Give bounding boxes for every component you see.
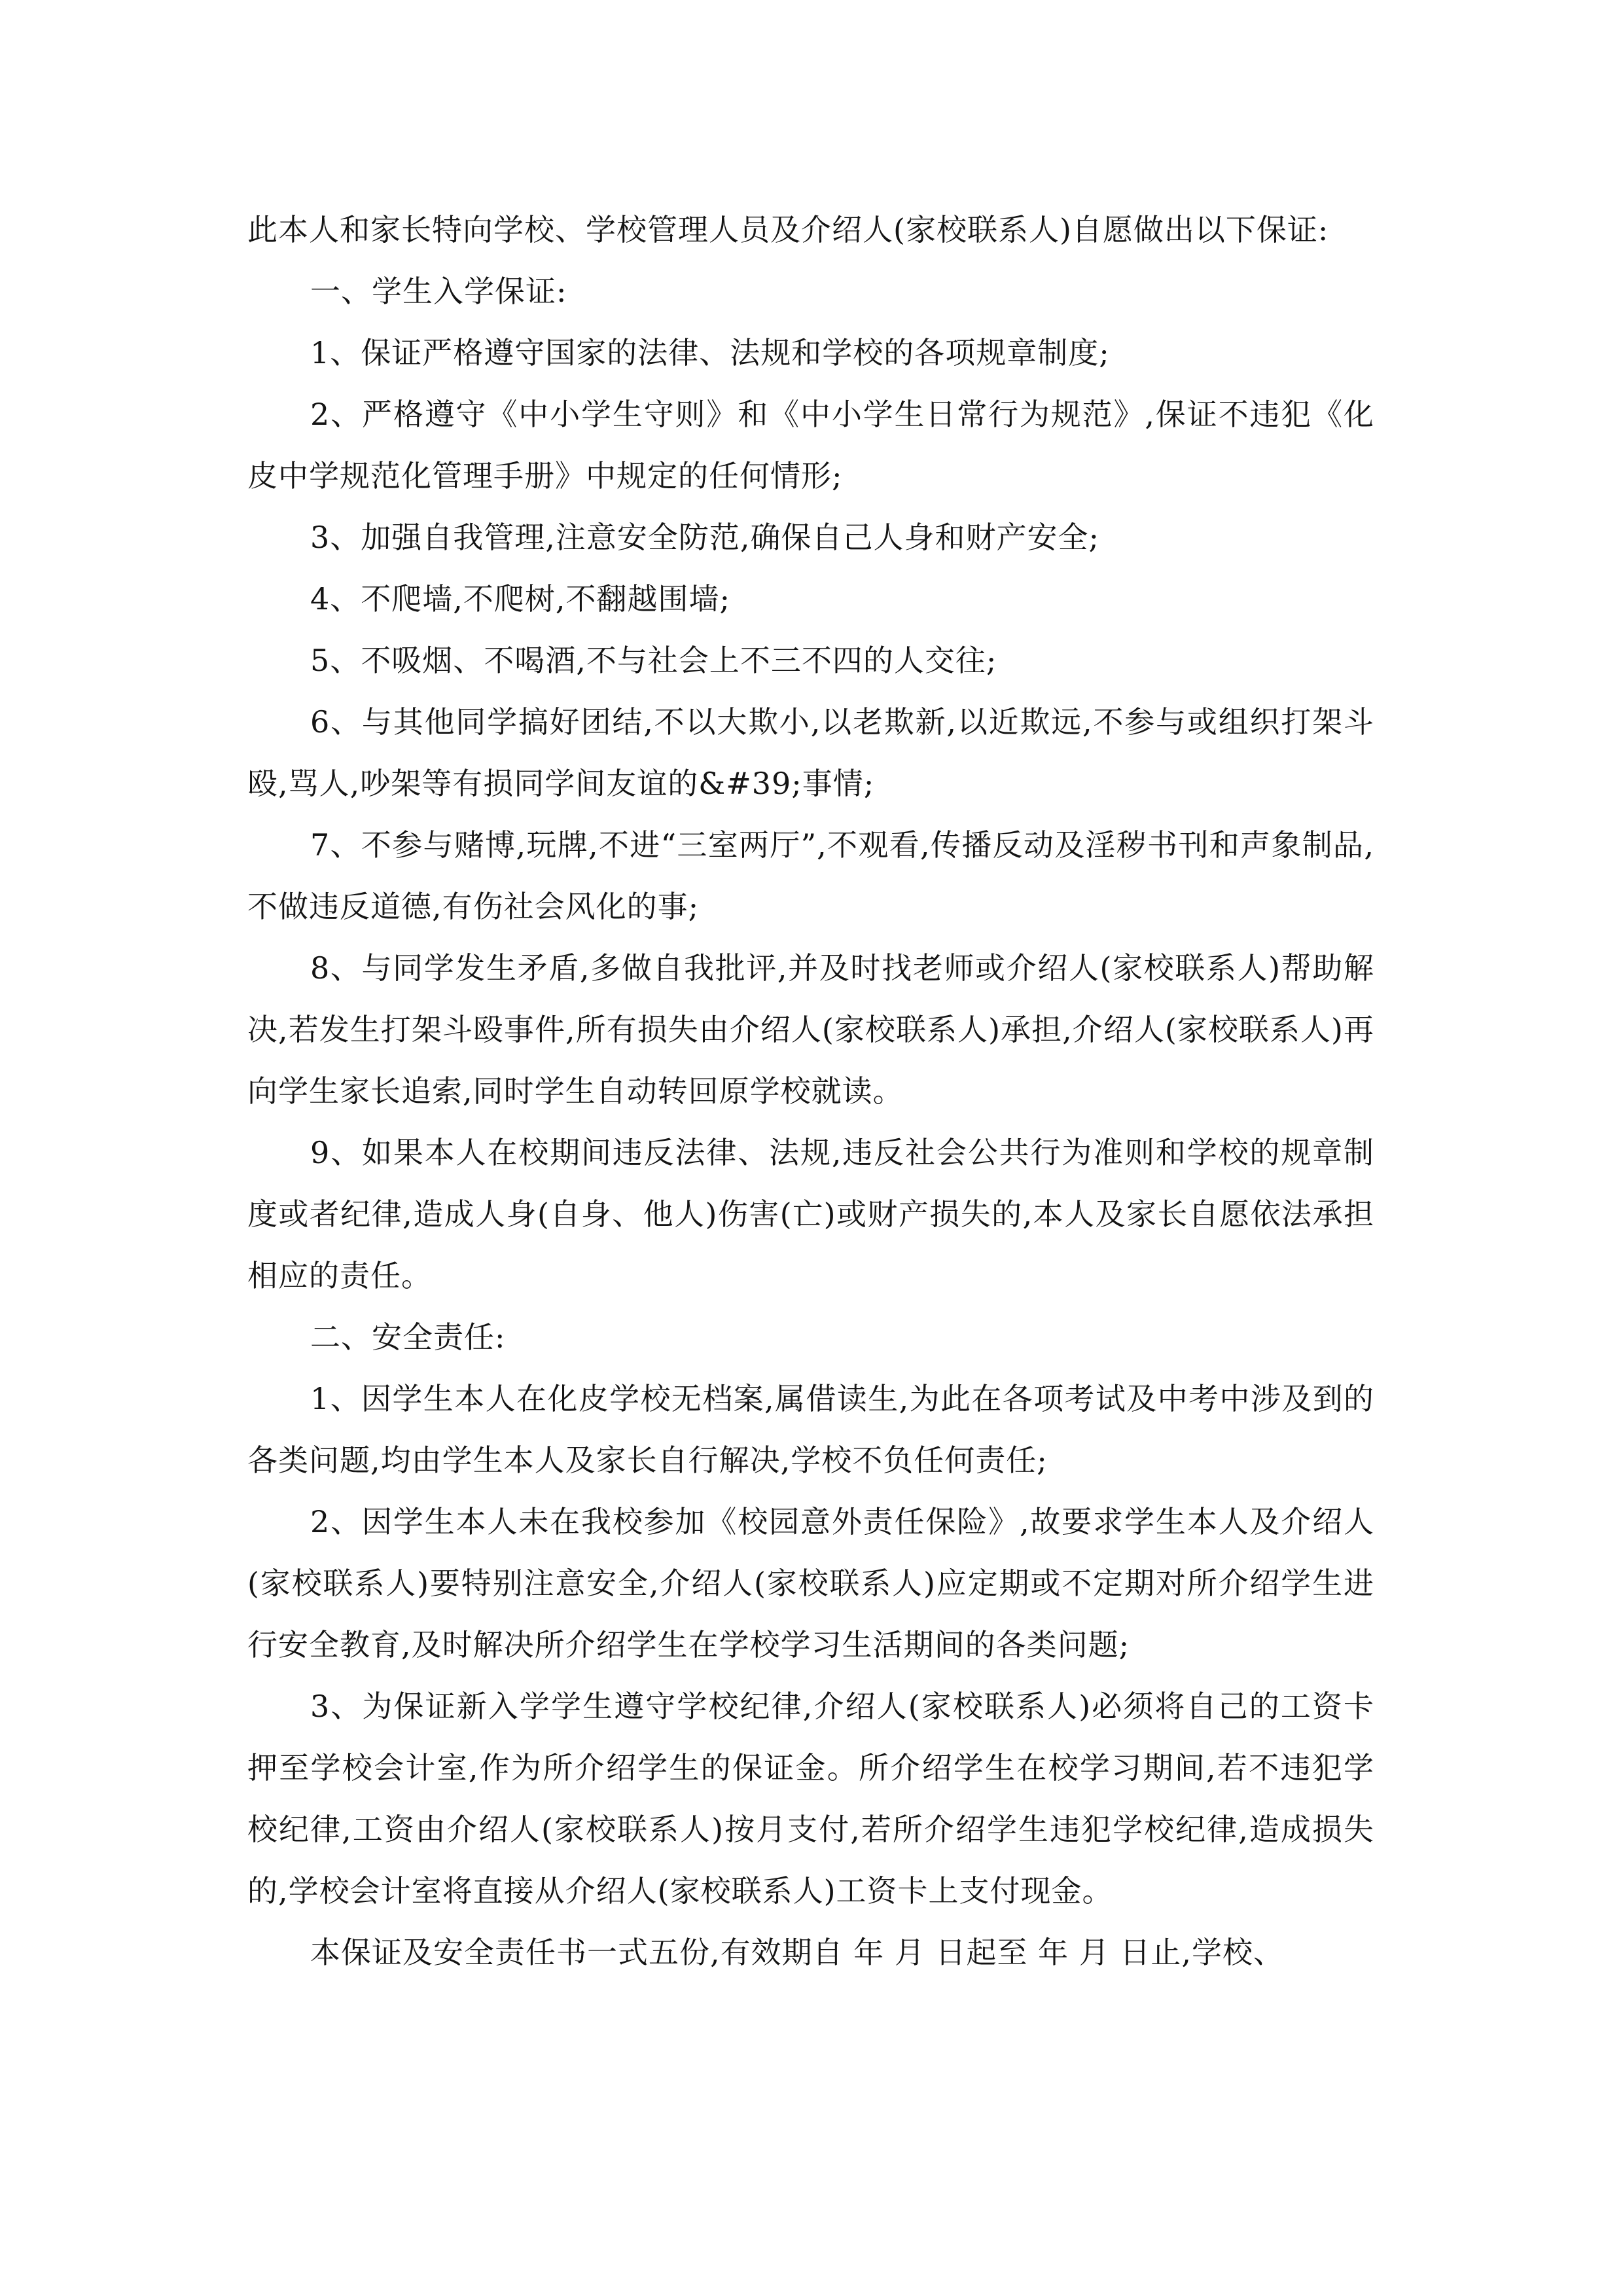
section-heading-safety: 二、安全责任: xyxy=(310,1319,506,1355)
safety-item-1: 1、因学生本人在化皮学校无档案,属借读生,为此在各项考试及中考中涉及到的各类问题,均由学生本人及家长自行解决,学校不负任何责任; xyxy=(247,1381,1374,1478)
list-item-4: 4、不爬墙,不爬树,不翻越围墙; xyxy=(310,581,731,617)
paragraph-intro: 此本人和家长特向学校、学校管理人员及介绍人(家校联系人)自愿做出以下保证: xyxy=(247,212,1329,247)
paragraph-validity: 本保证及安全责任书一式五份,有效期自 年 月 日起至 年 月 日止,学校、 xyxy=(310,1935,1284,1970)
list-item-6: 6、与其他同学搞好团结,不以大欺小,以老欺新,以近欺远,不参与或组织打架斗殴,骂人,吵架等有损同学间友谊的&#39;事情; xyxy=(247,704,1374,801)
list-item-5: 5、不吸烟、不喝酒,不与社会上不三不四的人交往; xyxy=(310,643,997,678)
document-body xyxy=(247,199,1374,1983)
safety-item-3: 3、为保证新入学学生遵守学校纪律,介绍人(家校联系人)必须将自己的工资卡押至学校会计室,作为所介绍学生的保证金。所介绍学生在校学习期间,若不违犯学校纪律,工资由介绍人(家校联系人)按月支付,若所介绍学生违犯学校纪律,造成损失的,学校会计室将直接从介绍人(家校联系人)工资卡上支付现金。 xyxy=(247,1689,1374,1909)
list-item-2: 2、严格遵守《中小学生守则》和《中小学生日常行为规范》,保证不违犯《化皮中学规范化管理手册》中规定的任何情形; xyxy=(247,397,1374,493)
list-item-1: 1、保证严格遵守国家的法律、法规和学校的各项规章制度; xyxy=(310,335,1110,370)
list-item-7: 7、不参与赌博,玩牌,不进“三室两厅”,不观看,传播反动及淫秽书刊和声象制品,不做违反道德,有伤社会风化的事; xyxy=(247,827,1374,924)
list-item-3: 3、加强自我管理,注意安全防范,确保自己人身和财产安全; xyxy=(310,520,1100,555)
section-heading-enrollment: 一、学生入学保证: xyxy=(310,274,567,309)
list-item-8: 8、与同学发生矛盾,多做自我批评,并及时找老师或介绍人(家校联系人)帮助解决,若发生打架斗殴事件,所有损失由介绍人(家校联系人)承担,介绍人(家校联系人)再向学生家长追索,同时学生自动转回原学校就读。 xyxy=(247,950,1374,1109)
safety-item-2: 2、因学生本人未在我校参加《校园意外责任保险》,故要求学生本人及介绍人(家校联系人)要特别注意安全,介绍人(家校联系人)应定期或不定期对所介绍学生进行安全教育,及时解决所介绍学生在学校学习生活期间的各类问题; xyxy=(247,1504,1374,1662)
list-item-9: 9、如果本人在校期间违反法律、法规,违反社会公共行为准则和学校的规章制度或者纪律,造成人身(自身、他人)伤害(亡)或财产损失的,本人及家长自愿依法承担相应的责任。 xyxy=(247,1135,1374,1293)
